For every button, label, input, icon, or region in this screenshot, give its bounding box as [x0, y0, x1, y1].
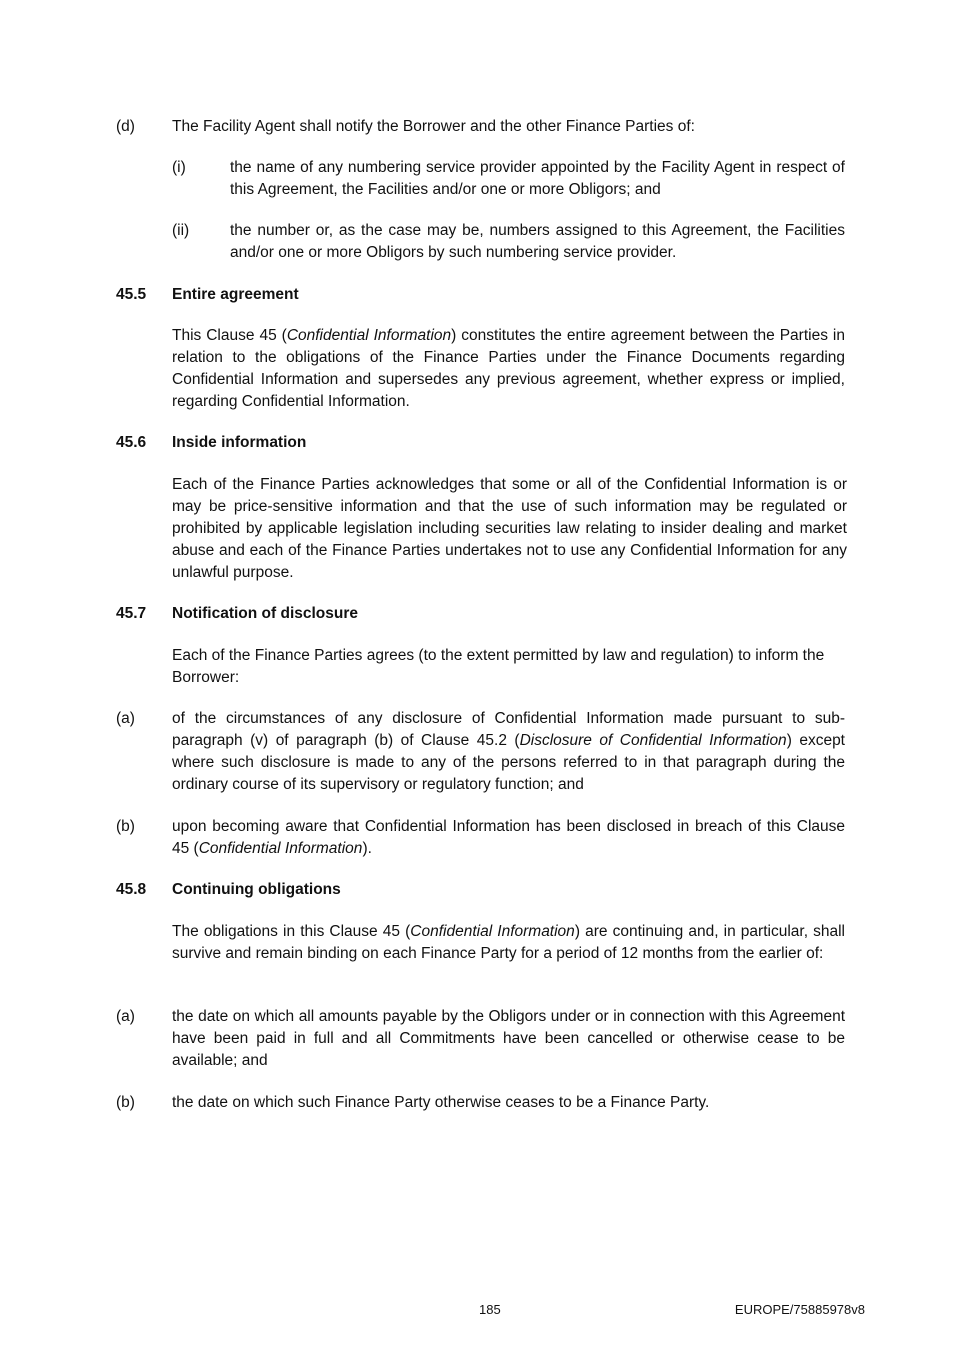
para-d-ii-text: the number or, as the case may be, numbers assigned to this Agreement, the Facilities and/or one or more Obligors by such numbering service provider.	[230, 222, 845, 261]
italic-term: Confidential Information	[410, 923, 575, 940]
section-45-7-a-label: (a)	[116, 710, 135, 727]
section-45-5-body: This Clause 45 (Confidential Information) constitutes the entire agreement between the Parties in relation to the obligations of the Finance Parties under the Finance Documents regarding Confidential Information and supersedes any previous agreement, whether express or implied, regarding Confidential Information.	[172, 327, 845, 410]
section-45-8-a-label: (a)	[116, 1008, 135, 1025]
section-45-7-heading: Notification of disclosure	[172, 605, 359, 622]
section-45-8-number: 45.8	[116, 881, 147, 898]
para-d-ii-label: (ii)	[172, 222, 190, 239]
section-45-6-heading: Inside information	[172, 434, 307, 451]
italic-term: Disclosure of Confidential Information	[519, 732, 787, 749]
section-45-7-a-text: of the circumstances of any disclosure of Confidential Information made pursuant to sub-paragraph (v) of paragraph (b) of Clause 45.2 (Disclosure of Confidential Information) except where such disclosure is made to any of the persons referred to in that paragraph during the ordinary course of its supervisory or regulatory function; and	[172, 710, 845, 793]
section-45-8-b-text: the date on which such Finance Party otherwise ceases to be a Finance Party.	[172, 1094, 710, 1111]
section-45-8-a-text: the date on which all amounts payable by the Obligors under or in connection with this Agreement have been paid in full and all Commitments have been cancelled or otherwise cease to be available; and	[172, 1008, 845, 1069]
section-45-5-number: 45.5	[116, 286, 147, 303]
document-reference: EUROPE/75885978v8	[734, 1302, 865, 1317]
section-45-5-heading: Entire agreement	[172, 286, 299, 303]
section-45-7-intro: Each of the Finance Parties agrees (to the extent permitted by law and regulation) to inform the Borrower:	[172, 647, 825, 686]
page-number: 185	[479, 1302, 501, 1317]
para-d-label: (d)	[116, 118, 135, 135]
para-d-i-label: (i)	[172, 159, 186, 176]
section-45-6-body: Each of the Finance Parties acknowledges that some or all of the Confidential Information is or may be price-sensitive information and that the use of such information may be regulated or prohibited by applicable legislation including securities law relating to insider dealing and market abuse and each of the Finance Parties undertakes not to use any Confidential Information for any unlawful purpose.	[172, 476, 847, 581]
section-45-7-number: 45.7	[116, 605, 147, 622]
section-45-8-b-label: (b)	[116, 1094, 135, 1111]
section-45-6-number: 45.6	[116, 434, 147, 451]
section-45-8-intro: The obligations in this Clause 45 (Confidential Information) are continuing and, in particular, shall survive and remain binding on each Finance Party for a period of 12 months from the earlier of:	[172, 923, 845, 962]
italic-term: Confidential Information	[286, 327, 452, 344]
para-d-i-text: the name of any numbering service provider appointed by the Facility Agent in respect of this Agreement, the Facilities and/or one or more Obligors; and	[230, 159, 845, 198]
italic-term: Confidential Information	[198, 840, 363, 857]
para-d-intro: The Facility Agent shall notify the Borrower and the other Finance Parties of:	[172, 118, 695, 135]
section-45-7-b-label: (b)	[116, 818, 135, 835]
section-45-7-b-text: upon becoming aware that Confidential Information has been disclosed in breach of this Clause 45 (Confidential Information).	[172, 818, 845, 857]
section-45-8-heading: Continuing obligations	[172, 881, 341, 898]
